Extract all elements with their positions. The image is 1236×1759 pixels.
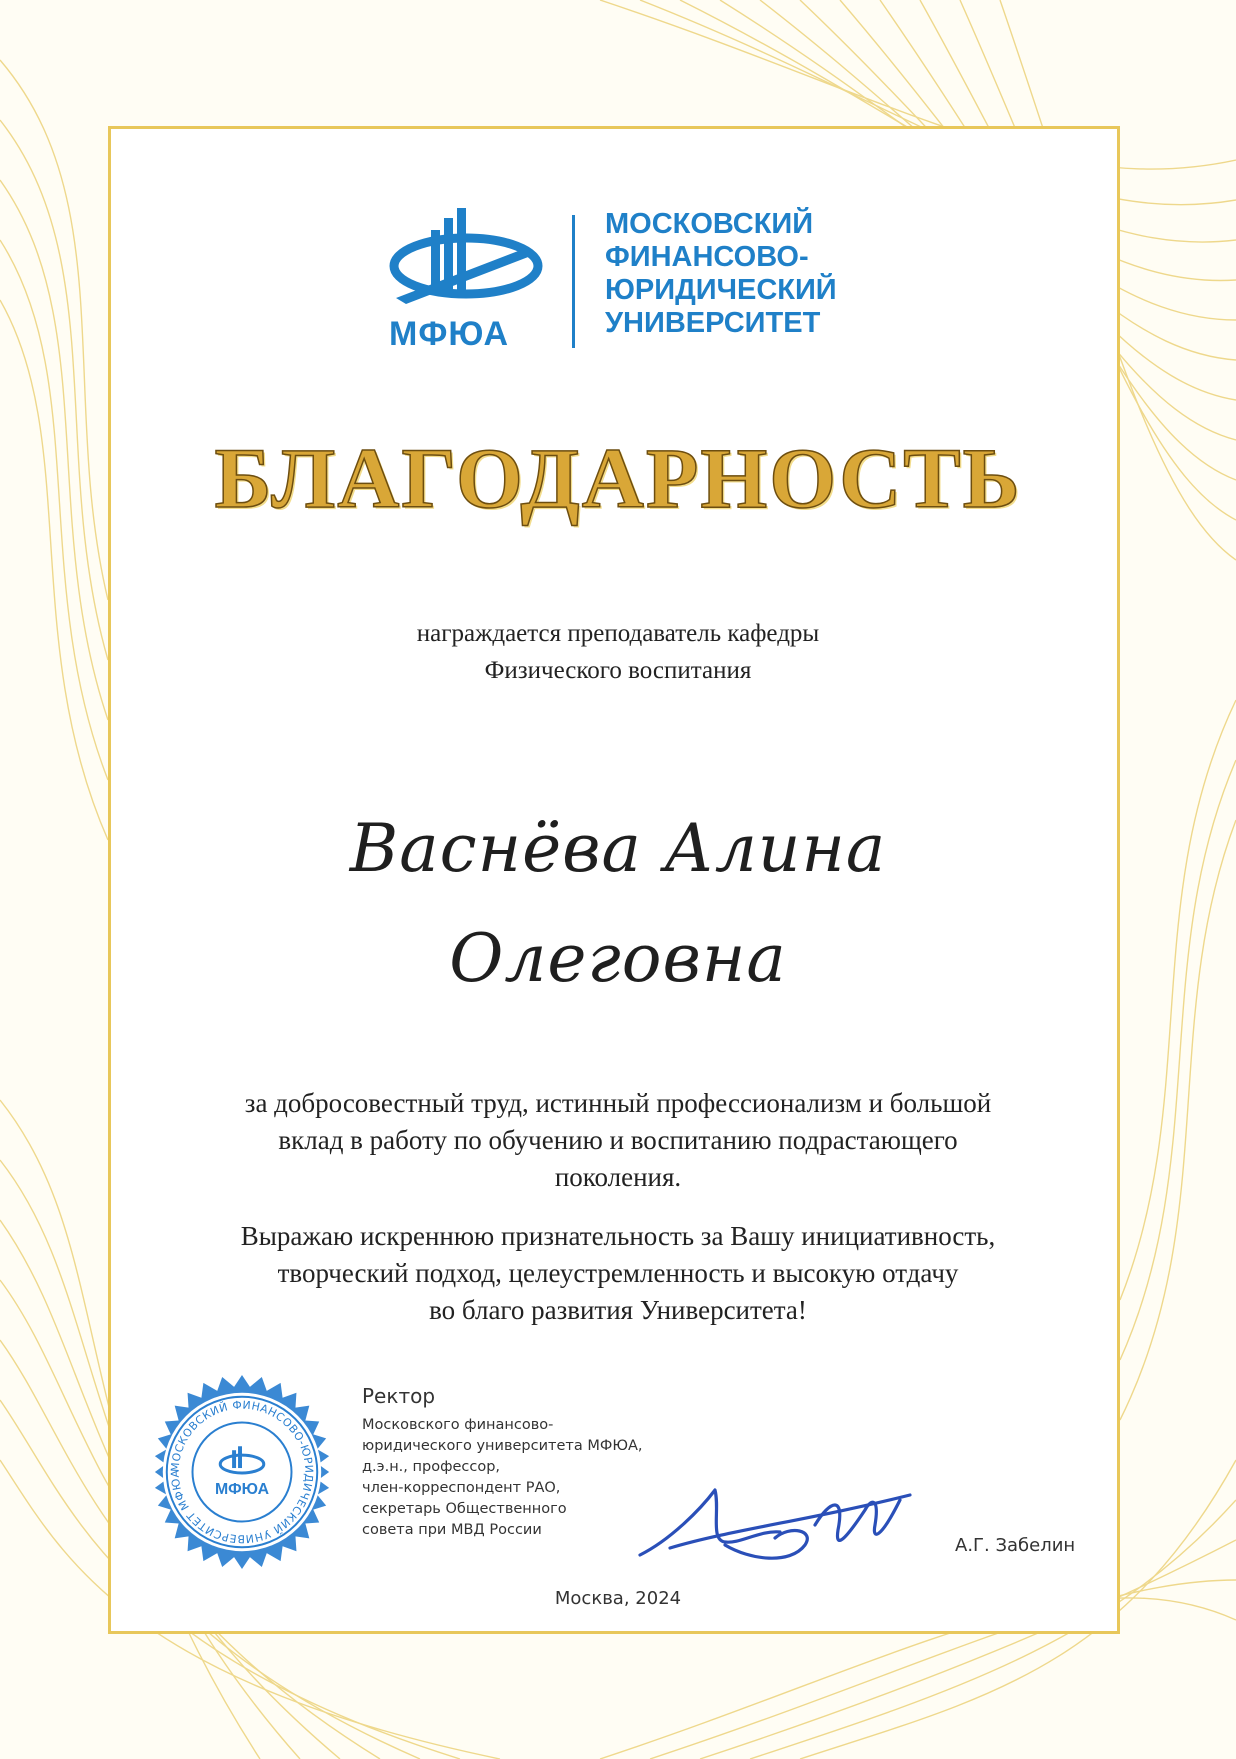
reason-line: за добросовестный труд, истинный профессионализм и большой (244, 1088, 992, 1118)
seal-ring-text: МОСКОВСКИЙ ФИНАНСОВО-ЮРИДИЧЕСКИЙ УНИВЕРСИТЕТ МФЮА (168, 1398, 316, 1546)
university-name-line: МОСКОВСКИЙ (605, 208, 814, 240)
rector-credential-line: Московского финансово- (362, 1417, 554, 1433)
award-statement (0, 615, 1236, 689)
university-seal-stamp (143, 1373, 341, 1571)
certificate-title (0, 428, 1236, 528)
logo-abbreviation: МФЮА (389, 315, 510, 353)
university-name-line: ФИНАНСОВО- (605, 241, 809, 273)
handwritten-signature (630, 1470, 930, 1580)
recipient-name-line2: Олеговна (449, 920, 787, 997)
place-and-year: Москва, 2024 (554, 1588, 682, 1609)
university-name-line: ЮРИДИЧЕСКИЙ (605, 274, 837, 306)
rector-credential-line: д.э.н., профессор, (362, 1459, 501, 1475)
certificate-title-text: БЛАГОДАРНОСТЬ (214, 430, 1022, 526)
university-name (605, 208, 837, 340)
rector-credential-line: член-корреспондент РАО, (362, 1480, 561, 1496)
recipient-name-line1: Васнёва Алина (349, 810, 887, 887)
rector-credentials (362, 1415, 643, 1541)
rector-name: А.Г. Забелин (955, 1535, 1076, 1556)
thanks-line: во благо развития Университета! (429, 1295, 807, 1325)
thanks-line: творческий подход, целеустремленность и высокую отдачу (277, 1258, 959, 1288)
rector-credential-line: юридического университета МФЮА, (362, 1438, 643, 1454)
award-department: Физического воспитания (484, 657, 752, 684)
reason-line: вклад в работу по обучению и воспитанию подрастающего (278, 1125, 958, 1155)
rector-credential-line: совета при МВД России (362, 1522, 542, 1538)
rector-credential-line: секретарь Общественного (362, 1501, 567, 1517)
award-line: награждается преподаватель кафедры (416, 620, 820, 647)
thanks-line: Выражаю искреннюю признательность за Вашу инициативность, (240, 1221, 996, 1251)
logo-divider (572, 215, 575, 348)
seal-center-text: МФЮА (214, 1480, 270, 1498)
rector-title: Ректор (362, 1384, 436, 1408)
thanks-paragraph (0, 1218, 1236, 1329)
university-name-line: УНИВЕРСИТЕТ (605, 307, 821, 339)
reason-paragraph (0, 1085, 1236, 1196)
reason-line: поколения. (554, 1162, 682, 1192)
